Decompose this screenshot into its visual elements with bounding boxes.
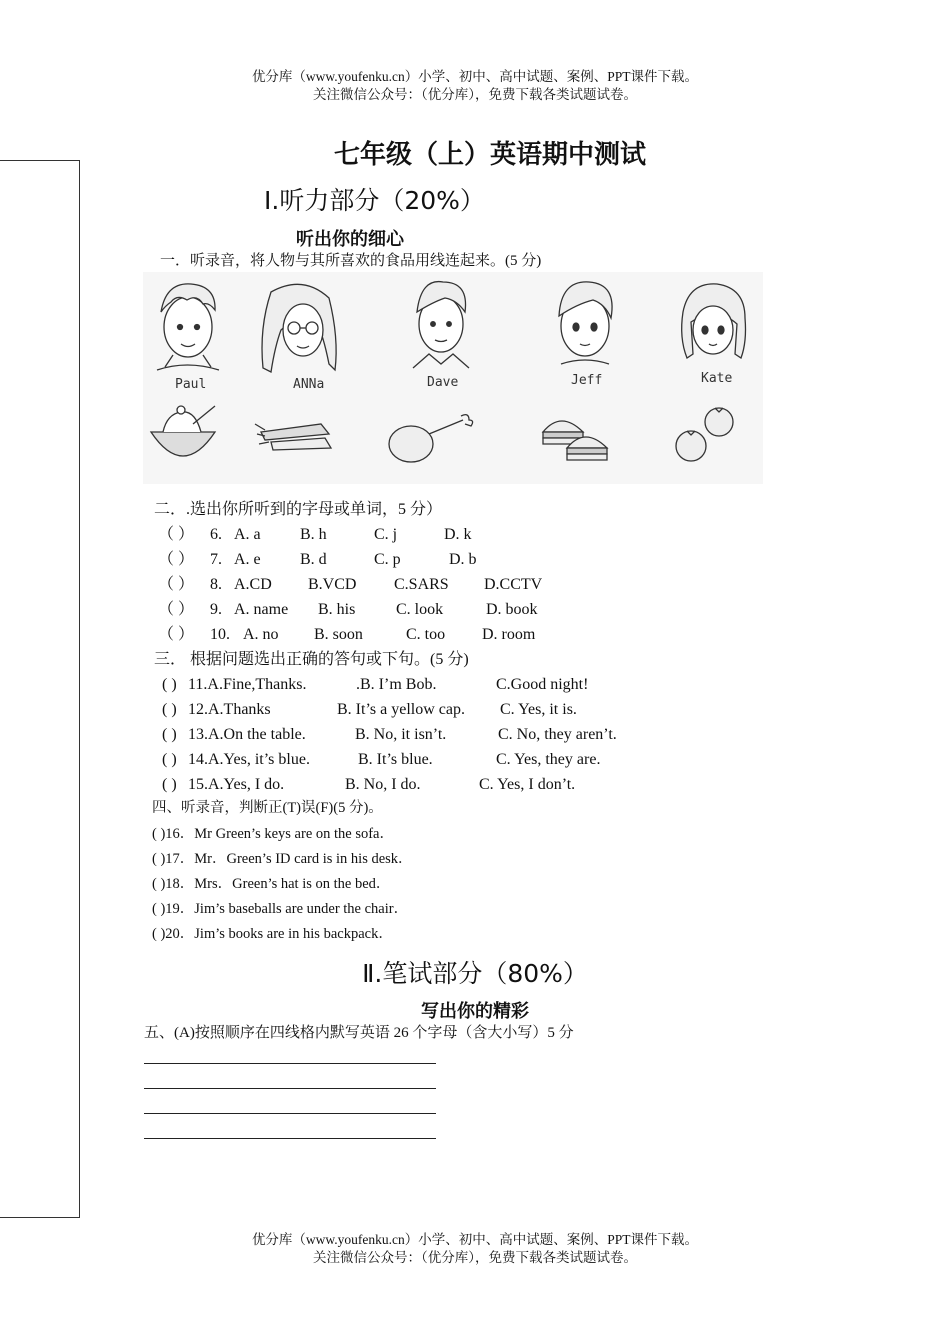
q8-option-a: A.CD [234, 576, 272, 593]
q6-option-b: B. h [300, 526, 327, 543]
q6-number: 6. [210, 526, 222, 543]
q7-number: 7. [210, 551, 222, 568]
matching-illustration [143, 272, 763, 484]
page-title: 七年级（上）英语期中测试 [333, 140, 646, 170]
q8-answer-paren[interactable]: （ ） [158, 576, 195, 593]
person-dave-drawing [413, 282, 469, 368]
food-chicken-leg-icon [389, 415, 473, 462]
footer-line-2: 关注微信公众号：（优分库），免费下载各类试题试卷。 [313, 1250, 637, 1265]
tf-item-19: ( )19．Jim’s baseballs are under the chair． [152, 901, 409, 917]
part2-subheading: 写出你的精彩 [421, 1001, 529, 1022]
person-kate-drawing [682, 284, 746, 358]
tf-item-20: ( )20．Jim’s books are in his backpack． [152, 926, 393, 942]
q10-answer-paren[interactable]: （ ） [158, 626, 195, 643]
tf-item-16: ( )16．Mr Green’s keys are on the sofa． [152, 826, 394, 842]
food-hamburgers-icon [543, 421, 607, 460]
q10-option-c: C. too [406, 626, 446, 643]
q14-option-a: 14.A.Yes, it’s blue. [188, 751, 310, 768]
writing-line-4 [144, 1138, 436, 1139]
part2-heading: Ⅱ.笔试部分（80%） [362, 959, 588, 988]
q9-option-b: B. his [318, 601, 356, 618]
part1-subheading: 听出你的细心 [296, 229, 404, 250]
q6-option-a: A. a [234, 526, 261, 543]
tf-item-17: ( )17．Mr．Green’s ID card is in his desk． [152, 851, 413, 867]
header-line-2: 关注微信公众号：（优分库），免费下载各类试题试卷。 [313, 87, 637, 102]
person-name-jeff: Jeff [571, 373, 603, 388]
person-paul-drawing [157, 284, 219, 370]
q8-option-d: D.CCTV [484, 576, 543, 593]
q11-option-b: .B. I’m Bob. [356, 676, 437, 693]
q9-option-c: C. look [396, 601, 444, 618]
q11-option-c: C.Good night! [496, 676, 589, 693]
q13-option-a: 13.A.On the table. [188, 726, 306, 743]
q14-option-c: C. Yes, they are. [496, 751, 601, 768]
food-tomatoes-icon [676, 408, 733, 461]
q8-option-c: C.SARS [394, 576, 449, 593]
section4-instruction: 四、听录音，判断正(T)误(F)(5 分)。 [152, 800, 383, 816]
q12-answer-paren[interactable]: ( ) [162, 701, 177, 718]
person-name-dave: Dave [427, 375, 459, 390]
q7-option-a: A. e [234, 551, 261, 568]
q6-option-c: C. j [374, 526, 398, 543]
q6-option-d: D. k [444, 526, 472, 543]
q10-option-a: A. no [243, 626, 279, 643]
q11-answer-paren[interactable]: ( ) [162, 676, 177, 693]
q7-option-d: D. b [449, 551, 477, 568]
q6-answer-paren[interactable]: （ ） [158, 526, 195, 543]
q13-option-c: C. No, they aren’t. [498, 726, 617, 743]
footer-line-1: 优分库（www.youfenku.cn）小学、初中、高中试题、案例、PPT课件下载。 [251, 1232, 699, 1247]
section5-instruction: 五、(A)按照顺序在四线格内默写英语 26 个字母（含大小写）5 分 [144, 1025, 574, 1041]
writing-line-3 [144, 1113, 436, 1114]
q9-answer-paren[interactable]: （ ） [158, 601, 195, 618]
tf-item-18: ( )18．Mrs．Green’s hat is on the bed． [152, 876, 391, 892]
q14-answer-paren[interactable]: ( ) [162, 751, 177, 768]
q15-answer-paren[interactable]: ( ) [162, 776, 177, 793]
q10-option-d: D. room [482, 626, 536, 643]
q9-number: 9. [210, 601, 222, 618]
q15-option-a: 15.A.Yes, I do. [188, 776, 285, 793]
q9-option-a: A. name [234, 601, 289, 618]
q12-option-c: C. Yes, it is. [500, 701, 577, 718]
q10-option-b: B. soon [314, 626, 363, 643]
q9-option-d: D. book [486, 601, 538, 618]
person-name-anna: ANNa [293, 377, 325, 392]
q8-option-b: B.VCD [308, 576, 357, 593]
q7-option-b: B. d [300, 551, 327, 568]
q7-answer-paren[interactable]: （ ） [158, 551, 195, 568]
writing-line-1 [144, 1063, 436, 1064]
person-name-kate: Kate [701, 371, 733, 386]
q13-option-b: B. No, it isn’t. [355, 726, 447, 743]
q12-option-a: 12.A.Thanks [188, 701, 271, 718]
q8-number: 8. [210, 576, 222, 593]
person-anna-drawing [262, 284, 336, 372]
q11-option-a: 11.A.Fine,Thanks. [188, 676, 307, 693]
q7-option-c: C. p [374, 551, 401, 568]
section2-instruction: 二．.选出你所听到的字母或单词，5 分） [154, 501, 443, 518]
food-ice-cream-icon [151, 406, 215, 456]
q15-option-b: B. No, I do. [345, 776, 421, 793]
q12-option-b: B. It’s a yellow cap. [337, 701, 465, 718]
q13-answer-paren[interactable]: ( ) [162, 726, 177, 743]
person-name-paul: Paul [175, 377, 207, 392]
section1-instruction: 一．听录音，将人物与其所喜欢的食品用线连起来。(5 分) [160, 253, 542, 269]
q14-option-b: B. It’s blue. [358, 751, 433, 768]
binding-margin-box [0, 160, 80, 1218]
writing-line-2 [144, 1088, 436, 1089]
section3-instruction: 三． 根据问题选出正确的答句或下句。(5 分) [154, 651, 469, 668]
q15-option-c: C. Yes, I don’t. [479, 776, 576, 793]
person-jeff-drawing [559, 282, 612, 364]
food-carrots-icon [255, 424, 331, 450]
q10-number: 10. [210, 626, 230, 643]
part1-heading: Ⅰ.听力部分（20%） [264, 186, 485, 215]
header-line-1: 优分库（www.youfenku.cn）小学、初中、高中试题、案例、PPT课件下载。 [251, 69, 699, 84]
